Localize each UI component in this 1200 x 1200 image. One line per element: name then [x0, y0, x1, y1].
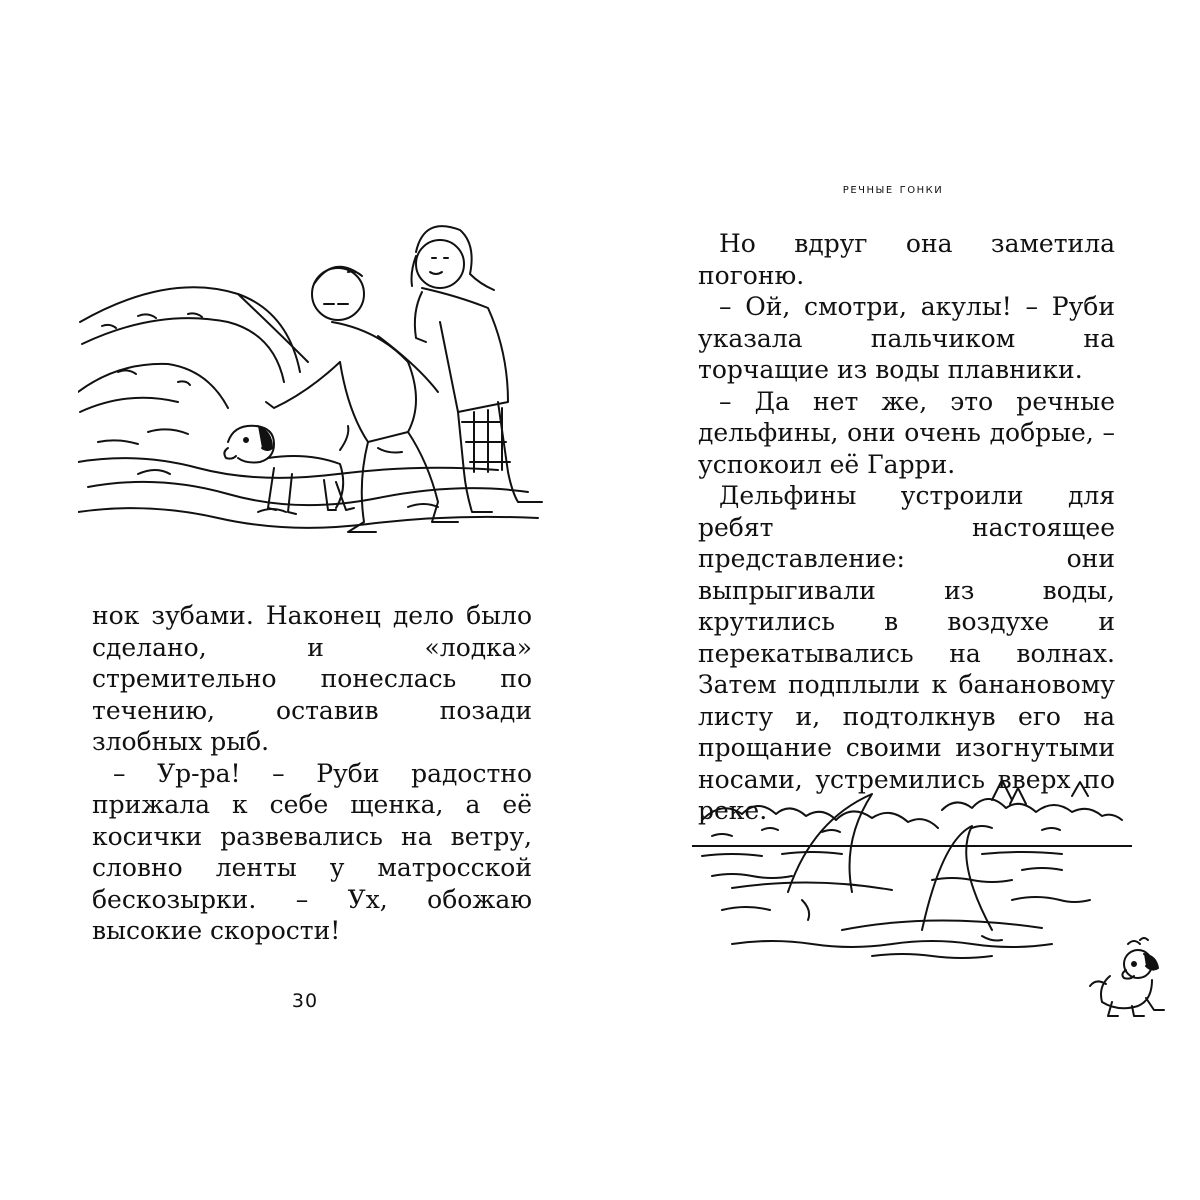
right-page-text — [698, 228, 1115, 827]
puppy-icon — [1088, 936, 1180, 1020]
right-page — [600, 0, 1200, 1200]
children-with-puppy-icon — [78, 212, 548, 552]
paragraph: – Ур-ра! – Руби радостно прижала к себе щенка, а её косички развевались на ветру, словно ленты у матросской бескозырки. – Ух, обожаю высокие скорости! — [92, 758, 532, 945]
paragraph: – Да нет же, это речные дельфины, они очень добрые, – успокоил её Гарри. — [698, 386, 1115, 479]
paragraph: нок зубами. Наконец дело было сделано, и «лодка» стремительно понеслась по течению, оставив позади злобных рыб. — [92, 601, 532, 756]
paragraph: Но вдруг она заметила погоню. — [698, 229, 1115, 290]
running-head: речные гонки — [842, 181, 944, 197]
left-page-text — [92, 600, 532, 947]
dolphin-fins-icon — [692, 780, 1132, 960]
paragraph: – Ой, смотри, акулы! – Руби указала пальчиком на торчащие из воды плавники. — [698, 292, 1115, 384]
page-number: 30 — [291, 990, 319, 1012]
paragraph: Дельфины устроили для ребят настоящее представление: они выпрыгивали из воды, крутились в воздухе и перекатывались на волнах. Затем подплыли к банановому листу и, подтолкнув его на прощание своими изогнутыми носами, устремились вверх по реке. — [698, 481, 1115, 825]
